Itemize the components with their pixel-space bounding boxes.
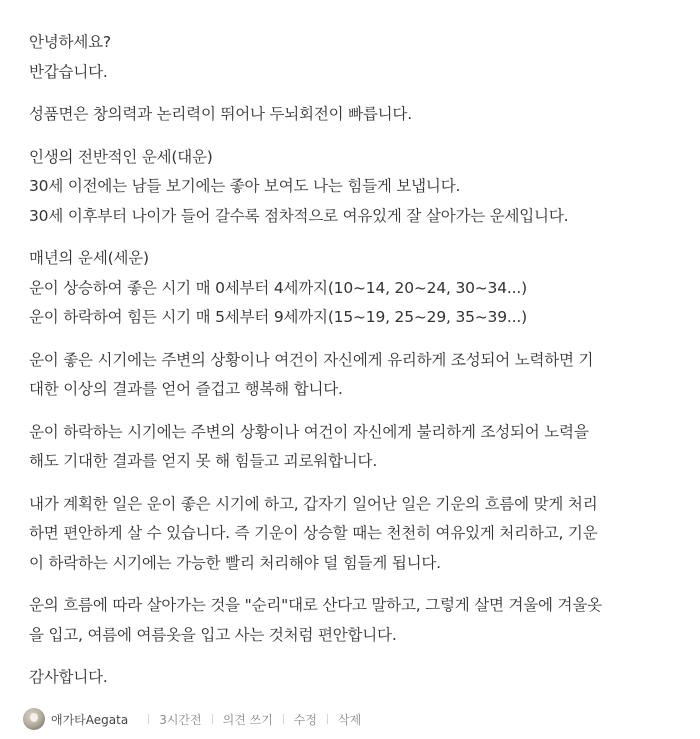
paragraph-bad-period bbox=[29, 418, 679, 477]
text-line: 대한 이상의 결과를 얻어 즐겁고 행복해 합니다. bbox=[29, 380, 343, 398]
text-line: 운의 흐름에 따라 살아가는 것을 "순리"대로 산다고 말하고, 그렇게 살면 겨울에 겨울옷 bbox=[29, 596, 602, 614]
text-line: 성품면은 창의력과 논리력이 뛰어나 두뇌회전이 빠릅니다. bbox=[29, 105, 412, 123]
text-line: 내가 계획한 일은 운이 좋은 시기에 하고, 갑자기 일어난 일은 기운의 흐름에 맞게 처리 bbox=[29, 494, 598, 513]
paragraph-advice bbox=[29, 490, 679, 579]
divider bbox=[148, 714, 149, 724]
answer-body bbox=[29, 28, 679, 706]
write-comment-link[interactable]: 의견 쓰기 bbox=[222, 712, 273, 727]
paragraph-yearly-fortune bbox=[29, 244, 679, 333]
text-line: 30세 이후부터 나이가 들어 갈수록 점차적으로 여유있게 잘 살아가는 운세입니다. bbox=[29, 206, 569, 225]
text-line: 반갑습니다. bbox=[29, 62, 108, 81]
text-line: 하면 편안하게 살 수 있습니다. 즉 기운이 상승할 때는 천천히 여유있게 처리하고, 기운 bbox=[29, 524, 598, 542]
text-line: 이 하락하는 시기에는 가능한 빨리 처리해야 덜 힘들게 됩니다. bbox=[29, 553, 441, 572]
paragraph-thanks bbox=[29, 663, 679, 693]
avatar[interactable] bbox=[23, 708, 45, 730]
post-time: 3시간전 bbox=[159, 712, 202, 727]
paragraph-personality bbox=[29, 100, 679, 130]
divider bbox=[327, 714, 328, 724]
text-line: 30세 이전에는 남들 보기에는 좋아 보여도 나는 힘들게 보냅니다. bbox=[29, 177, 461, 195]
paragraph-flow bbox=[29, 591, 679, 650]
paragraph-life-fortune bbox=[29, 143, 679, 232]
text-line: 을 입고, 여름에 여름옷을 입고 사는 것처럼 편안합니다. bbox=[29, 625, 397, 644]
text-line: 인생의 전반적인 운세(대운) bbox=[29, 147, 213, 166]
paragraph-greeting bbox=[29, 28, 679, 87]
text-line: 해도 기대한 결과를 얻지 못 해 힘들고 괴로워합니다. bbox=[29, 452, 378, 470]
edit-link[interactable]: 수정 bbox=[293, 712, 317, 727]
divider bbox=[283, 714, 284, 724]
text-line: 안녕하세요? bbox=[29, 33, 111, 51]
text-line: 운이 하락하는 시기에는 주변의 상황이나 여건이 자신에게 불리하게 조성되어 노력을 bbox=[29, 422, 589, 441]
text-line: 감사합니다. bbox=[29, 668, 108, 686]
author-name[interactable]: 애가타Aegata bbox=[51, 712, 129, 727]
divider bbox=[212, 714, 213, 724]
text-line: 운이 하락하여 힘든 시기 매 5세부터 9세까지(15~19, 25~29, 35~39...) bbox=[29, 308, 527, 326]
text-line: 운이 좋은 시기에는 주변의 상황이나 여건이 자신에게 유리하게 조성되어 노력하면 기 bbox=[29, 350, 594, 369]
paragraph-good-period bbox=[29, 346, 679, 405]
text-line: 운이 상승하여 좋은 시기 매 0세부터 4세까지(10~14, 20~24, 30~34...) bbox=[29, 278, 527, 297]
delete-link[interactable]: 삭제 bbox=[337, 712, 362, 727]
answer-footer bbox=[23, 707, 361, 731]
text-line: 매년의 운세(세운) bbox=[29, 249, 149, 267]
